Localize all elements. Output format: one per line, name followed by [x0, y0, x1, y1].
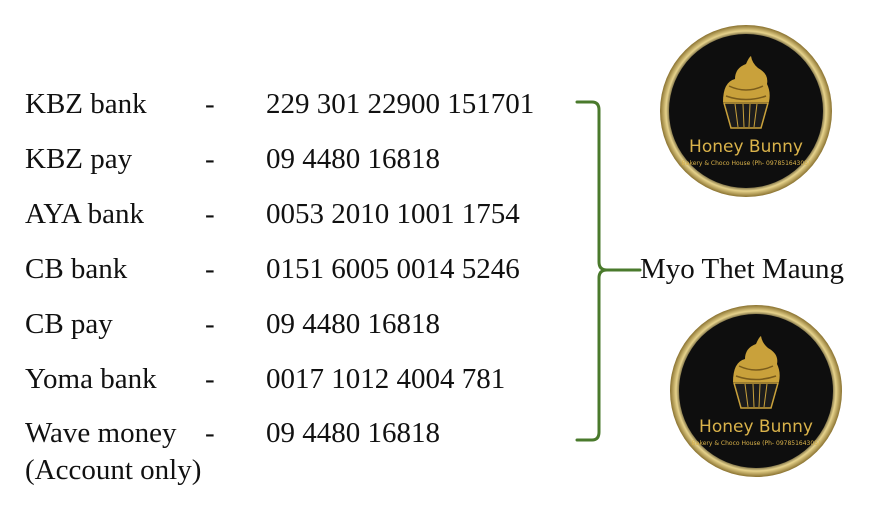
- account-label: Wave money: [25, 417, 177, 449]
- account-number: 0053 2010 1001 1754: [266, 198, 520, 230]
- account-number: 09 4480 16818: [266, 417, 440, 449]
- separator-dash: -: [205, 143, 215, 175]
- separator-dash: -: [205, 253, 215, 285]
- account-number: 09 4480 16818: [266, 143, 440, 175]
- account-label: CB bank: [25, 253, 128, 285]
- honey-bunny-logo-bottom: [669, 304, 843, 478]
- logo-tagline-text: Bakery & Choco House (Ph- 09785164305): [681, 160, 811, 167]
- account-label: CB pay: [25, 308, 113, 340]
- wave-account-note: (Account only): [25, 454, 202, 486]
- logo-brand-text: Honey Bunny: [699, 417, 813, 437]
- account-label: Yoma bank: [25, 363, 157, 395]
- logo-brand-text: Honey Bunny: [689, 137, 803, 157]
- logo-tagline-text: Bakery & Choco House (Ph- 09785164305): [691, 440, 821, 447]
- account-label: KBZ pay: [25, 143, 133, 175]
- account-owner-name: Myo Thet Maung: [640, 253, 845, 285]
- separator-dash: -: [205, 363, 215, 395]
- separator-dash: -: [205, 198, 215, 230]
- account-number: 09 4480 16818: [266, 308, 440, 340]
- account-label: KBZ bank: [25, 88, 147, 120]
- account-number: 0017 1012 4004 781: [266, 363, 506, 395]
- account-number: 229 301 22900 151701: [266, 88, 535, 120]
- separator-dash: -: [205, 308, 215, 340]
- honey-bunny-logo-top: [659, 24, 833, 198]
- separator-dash: -: [205, 88, 215, 120]
- account-number: 0151 6005 0014 5246: [266, 253, 520, 285]
- account-label: AYA bank: [25, 198, 144, 230]
- brace-line: [577, 102, 640, 440]
- separator-dash: -: [205, 417, 215, 449]
